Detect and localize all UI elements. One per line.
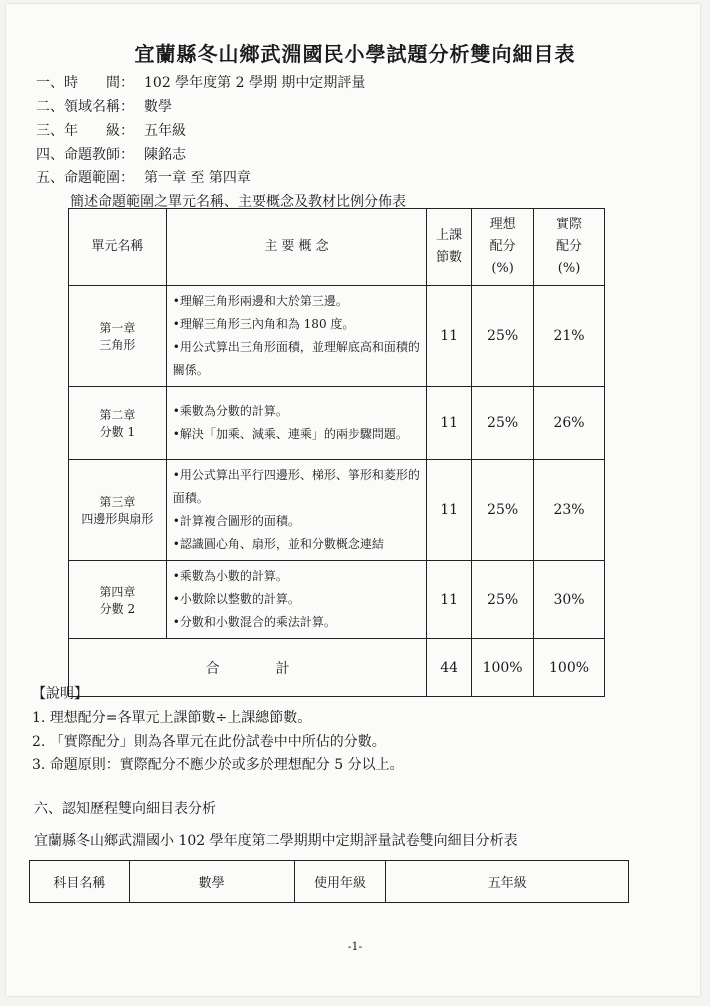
header-actual: [534, 209, 605, 286]
header-ideal: [472, 209, 534, 286]
hours-cell: 11: [427, 286, 472, 387]
section-6-heading: 六、認知歷程雙向細目表分析: [34, 801, 216, 817]
ideal-cell: 25%: [472, 561, 534, 639]
unit-chapter: 第一章: [99, 321, 136, 335]
info-label: 三、年 級：: [36, 123, 134, 139]
info-scope: [36, 167, 251, 187]
page-number: -1-: [347, 940, 363, 953]
concept-item: •理解三角形兩邊和大於第三邊。: [172, 294, 348, 308]
actual-cell: 30%: [534, 561, 605, 639]
info-value: 數學: [144, 99, 172, 115]
unit-cell: [69, 460, 167, 561]
table-row: [69, 561, 605, 639]
concept-item: •分數和小數混合的乘法計算。: [172, 615, 336, 629]
subject-table: [29, 860, 629, 903]
table-row: [69, 460, 605, 561]
concept-item: •用公式算出平行四邊形、梯形、箏形和菱形的面積。: [172, 468, 420, 505]
info-time: [36, 72, 365, 92]
table-header-row: [69, 209, 605, 286]
note-item: 2. 「實際配分」則為各單元在此份試卷中中所佔的分數。: [32, 734, 386, 750]
concept-item: •用公式算出三角形面積，並理解底高和面積的關係。: [172, 340, 420, 377]
grade-value: 五年級: [386, 861, 629, 903]
concept-cell: [166, 460, 426, 561]
table-subtitle: 簡述命題範圍之單元名稱、主要概念及教材比例分佈表: [70, 194, 406, 210]
concept-item: •解決「加乘、減乘、連乘」的兩步驟問題。: [172, 427, 408, 441]
header-hours-line2: 節數: [436, 250, 463, 265]
unit-chapter: 第四章: [99, 584, 136, 599]
info-label: 五、命題範圍：: [36, 170, 134, 186]
info-domain: [36, 96, 172, 116]
unit-cell: [69, 387, 167, 460]
info-label: 二、領域名稱：: [36, 99, 134, 115]
concept-item: •計算複合圖形的面積。: [172, 514, 300, 528]
subject-label: 科目名稱: [30, 861, 130, 903]
table-total-row: [69, 639, 605, 697]
info-label: 四、命題教師：: [36, 147, 134, 163]
total-hours: 44: [427, 639, 472, 697]
info-value: 五年級: [144, 123, 186, 139]
unit-name: 四邊形與扇形: [81, 512, 154, 526]
info-value: 陳銘志: [144, 147, 186, 163]
unit-chapter: 第三章: [99, 495, 136, 509]
hours-cell: 11: [427, 387, 472, 460]
subject-value: 數學: [129, 861, 294, 903]
concept-item: •乘數為小數的計算。: [172, 569, 288, 583]
header-actual-line3: (%): [557, 261, 581, 276]
section-6-title: 宜蘭縣冬山鄉武淵國小 102 學年度第二學期期中定期評量試卷雙向細目分析表: [34, 833, 518, 849]
header-ideal-line2: 配分: [489, 239, 516, 254]
unit-name: 分數 1: [99, 425, 136, 439]
table-row: [69, 387, 605, 460]
header-ideal-line1: 理想: [489, 217, 516, 232]
info-value: 第一章 至 第四章: [144, 170, 251, 186]
total-label: 合 計: [69, 639, 427, 697]
actual-cell: 23%: [534, 460, 605, 561]
unit-chapter: 第二章: [99, 408, 136, 422]
header-concept: 主 要 概 念: [166, 209, 426, 286]
ideal-cell: 25%: [472, 387, 534, 460]
notes-heading: 【說明】: [32, 686, 88, 702]
unit-name: 三角形: [99, 338, 136, 352]
header-hours: [427, 209, 472, 286]
header-hours-line1: 上課: [436, 228, 463, 243]
unit-distribution-table: [68, 208, 605, 697]
unit-name: 分數 2: [99, 601, 136, 616]
concept-item: •小數除以整數的計算。: [172, 592, 300, 606]
concept-cell: [166, 387, 426, 460]
hours-cell: 11: [427, 561, 472, 639]
info-label: 一、時 間：: [36, 75, 134, 91]
concept-cell: [166, 561, 426, 639]
note-item: 3. 命題原則：實際配分不應少於或多於理想配分 5 分以上。: [32, 757, 404, 773]
hours-cell: 11: [427, 460, 472, 561]
actual-cell: 21%: [534, 286, 605, 387]
info-teacher: [36, 144, 186, 164]
grade-label: 使用年級: [294, 861, 386, 903]
actual-cell: 26%: [534, 387, 605, 460]
header-unit: 單元名稱: [69, 209, 167, 286]
info-grade: [36, 120, 186, 140]
info-value: 102 學年度第 2 學期 期中定期評量: [144, 75, 366, 91]
subject-row: [30, 861, 629, 903]
unit-cell: [69, 561, 167, 639]
document-title: 宜蘭縣冬山鄉武淵國民小學試題分析雙向細目表: [134, 42, 576, 66]
concept-item: •理解三角形三內角和為 180 度。: [172, 317, 355, 331]
unit-cell: [69, 286, 167, 387]
header-actual-line2: 配分: [556, 239, 583, 254]
header-actual-line1: 實際: [556, 217, 583, 232]
table-row: [69, 286, 605, 387]
concept-cell: [166, 286, 426, 387]
header-ideal-line3: (%): [491, 261, 514, 276]
total-ideal: 100%: [472, 639, 534, 697]
ideal-cell: 25%: [472, 460, 534, 561]
concept-item: •乘數為分數的計算。: [172, 404, 288, 418]
note-item: 1. 理想配分=各單元上課節數÷上課總節數。: [32, 710, 312, 726]
total-actual: 100%: [534, 639, 605, 697]
ideal-cell: 25%: [472, 286, 534, 387]
concept-item: •認識圓心角、扇形，並和分數概念連結: [172, 537, 384, 551]
